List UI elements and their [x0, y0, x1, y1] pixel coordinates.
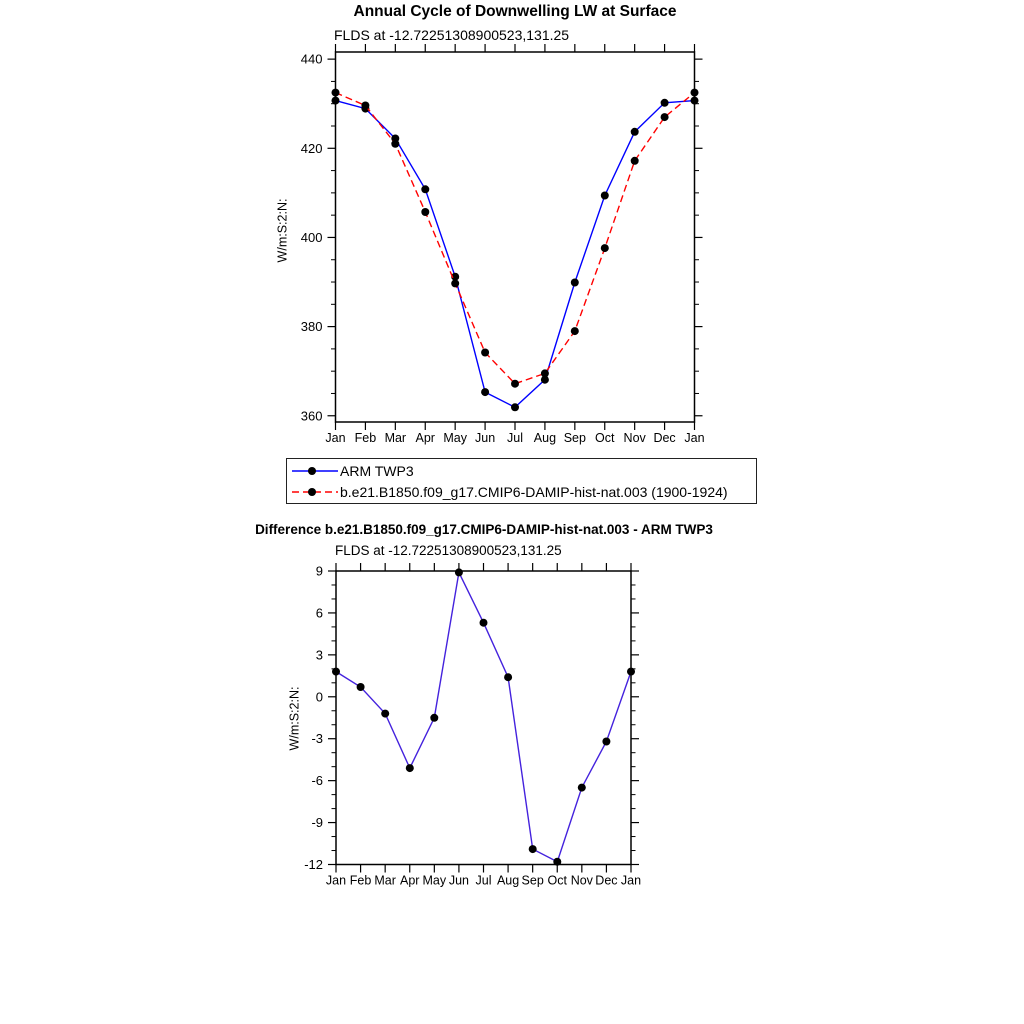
axis-ticks: [328, 563, 639, 873]
data-point-marker: [529, 845, 537, 853]
diff-chart-subtitle: FLDS at -12.72251308900523,131.25: [335, 543, 562, 558]
top-chart-subtitle: FLDS at -12.72251308900523,131.25: [334, 27, 570, 43]
legend-marker-dot: [308, 488, 316, 496]
y-tick-label: 380: [300, 319, 323, 335]
legend-label: b.e21.B1850.f09_g17.CMIP6-DAMIP-hist-nat.003 (1900-1924): [340, 483, 728, 500]
data-point-marker: [455, 568, 463, 576]
y-tick-label: 440: [300, 51, 323, 67]
data-point-marker: [691, 97, 699, 105]
axis-frame: [336, 571, 631, 865]
data-point-marker: [511, 403, 519, 411]
data-point-marker: [631, 128, 639, 136]
legend-marker-dot: [308, 467, 316, 475]
data-point-marker: [661, 113, 669, 121]
diff-chart-y-axis-label: W/m:S:2:N:: [287, 686, 302, 751]
data-point-marker: [511, 380, 519, 388]
series-line: [336, 101, 695, 408]
x-tick-label: Mar: [384, 431, 407, 445]
legend-label: ARM TWP3: [340, 462, 414, 479]
data-point-marker: [578, 784, 586, 792]
data-point-marker: [391, 140, 399, 148]
chart-annual-cycle: [301, 44, 705, 445]
y-tick-label: -3: [311, 731, 323, 747]
x-tick-label: Apr: [415, 431, 435, 445]
data-point-marker: [332, 89, 340, 97]
diff-chart-title-text: Difference b.e21.B1850.f09_g17.CMIP6-DAMIP-hist-nat.003 - ARM TWP3: [255, 522, 713, 537]
data-point-marker: [602, 738, 610, 746]
x-tick-label: Dec: [595, 873, 618, 888]
x-tick-label: Jan: [325, 431, 346, 445]
legend-line-swatch: [290, 482, 340, 502]
x-tick-label: Sep: [563, 431, 586, 445]
top-chart-title: Annual Cycle of Downwelling LW at Surface: [353, 3, 677, 20]
data-point-marker: [332, 97, 340, 105]
data-point-marker: [481, 349, 489, 357]
x-tick-label: Jan: [684, 431, 705, 445]
data-point-marker: [504, 673, 512, 681]
x-tick-label: Jan: [620, 873, 642, 888]
x-tick-label: Jul: [507, 431, 523, 445]
y-tick-label: -12: [304, 857, 323, 872]
data-point-marker: [332, 668, 340, 676]
x-tick-label: Jun: [448, 873, 469, 888]
data-point-marker: [480, 619, 488, 627]
series-line: [336, 572, 631, 861]
data-point-marker: [481, 388, 489, 396]
data-point-marker: [406, 764, 414, 772]
legend-line-swatch: [290, 461, 340, 481]
y-tick-label: 6: [315, 605, 323, 621]
data-point-marker: [541, 369, 549, 377]
y-tick-label: -9: [311, 815, 323, 831]
data-point-marker: [691, 89, 699, 97]
data-point-marker: [421, 185, 429, 193]
top-chart-y-axis-label: W/m:S:2:N:: [275, 198, 290, 263]
x-tick-label: Jun: [475, 431, 496, 445]
y-tick-label: 3: [315, 647, 323, 663]
data-point-marker: [601, 244, 609, 252]
data-point-marker: [661, 99, 669, 107]
y-tick-label: 360: [300, 408, 323, 424]
chart-difference: [304, 563, 641, 888]
data-point-marker: [381, 710, 389, 718]
x-tick-label: Oct: [547, 873, 567, 888]
x-tick-label: Jan: [325, 873, 347, 888]
legend-item-0: [290, 460, 753, 481]
x-tick-label: Mar: [374, 873, 396, 888]
x-tick-label: Sep: [521, 873, 544, 888]
x-tick-label: Aug: [496, 873, 520, 888]
x-tick-label: Nov: [623, 431, 646, 445]
legend-item-1: [290, 481, 753, 502]
x-tick-label: May: [422, 873, 447, 888]
x-tick-label: Feb: [349, 873, 372, 888]
data-point-marker: [571, 279, 579, 287]
data-point-marker: [430, 714, 438, 722]
data-point-marker: [357, 683, 365, 691]
y-tick-label: 420: [300, 140, 323, 156]
data-point-marker: [627, 668, 635, 676]
y-tick-label: 400: [300, 229, 323, 245]
data-point-marker: [631, 157, 639, 165]
x-tick-label: May: [443, 431, 467, 445]
axis-frame: [336, 52, 695, 422]
data-point-marker: [421, 208, 429, 216]
data-point-marker: [451, 279, 459, 287]
y-tick-label: -6: [311, 773, 323, 789]
data-point-marker: [601, 192, 609, 200]
data-point-marker: [553, 858, 561, 866]
legend-box: [286, 458, 757, 504]
diff-chart-title: [234, 522, 734, 537]
x-tick-label: Nov: [570, 873, 593, 888]
x-tick-label: Oct: [595, 431, 615, 445]
x-tick-label: Dec: [653, 431, 676, 445]
y-tick-label: 9: [315, 563, 323, 579]
x-tick-label: Feb: [354, 431, 377, 445]
data-point-marker: [571, 327, 579, 335]
axis-ticks: [328, 44, 703, 430]
y-tick-label: 0: [315, 689, 323, 705]
series-line: [336, 93, 695, 384]
data-point-marker: [361, 102, 369, 110]
x-tick-label: Jul: [475, 873, 492, 888]
x-tick-label: Apr: [400, 873, 420, 888]
x-tick-label: Aug: [533, 431, 557, 445]
